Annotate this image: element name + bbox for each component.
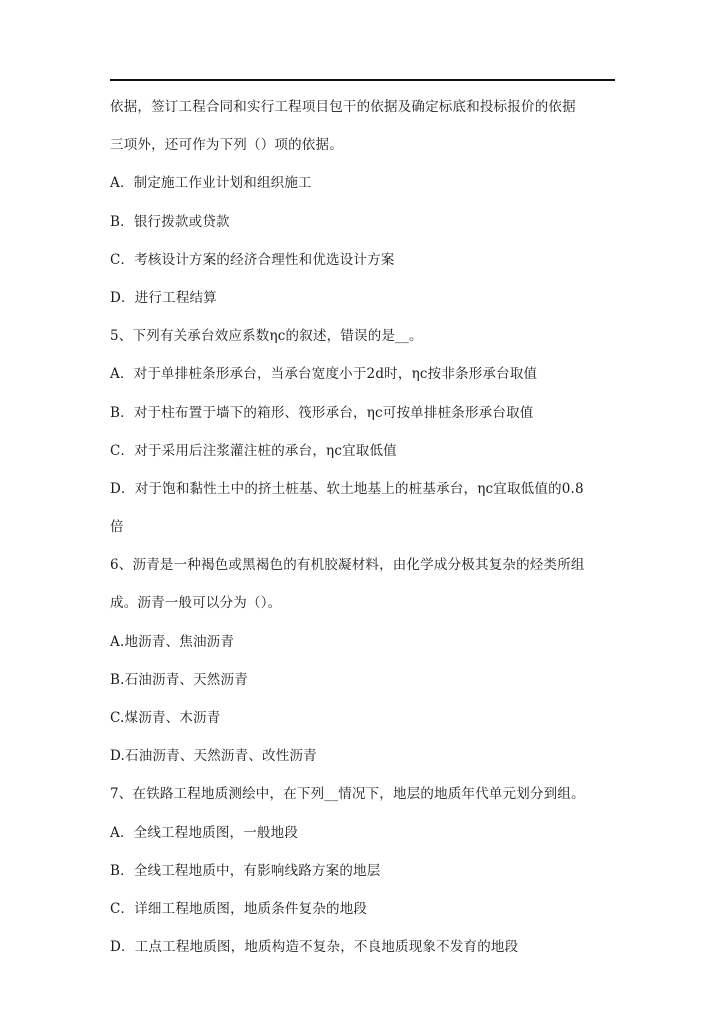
option-c: C．详细工程地质图，地质条件复杂的地段 bbox=[110, 900, 368, 917]
question-7: 7、在铁路工程地质测绘中，在下列__情况下，地层的地质年代单元划分到组。 bbox=[110, 786, 585, 803]
option-a: A．对于单排桩条形承台，当承台宽度小于2d时，ηc按非条形承台取值 bbox=[110, 366, 538, 383]
text-line: 三项外，还可作为下列（）项的依据。 bbox=[110, 137, 343, 154]
option-a: A.地沥青、焦油沥青 bbox=[110, 633, 235, 650]
option-d: D．对于饱和黏性土中的挤土桩基、软土地基上的桩基承台，ηc宜取低值的0.8 bbox=[110, 480, 584, 497]
option-d: D．工点工程地质图，地质构造不复杂，不良地质现象不发育的地段 bbox=[110, 939, 519, 956]
document-body bbox=[110, 92, 620, 970]
text-line: 成。沥青一般可以分为（）。 bbox=[110, 595, 282, 612]
option-d: D．进行工程结算 bbox=[110, 289, 217, 306]
option-b: B．对于柱布置于墙下的箱形、筏形承台，ηc可按单排桩条形承台取值 bbox=[110, 404, 534, 421]
option-b: B．银行拨款或贷款 bbox=[110, 213, 230, 230]
option-c: C．对于采用后注浆灌注桩的承台，ηc宜取低值 bbox=[110, 442, 397, 459]
option-b: B．全线工程地质中，有影响线路方案的地层 bbox=[110, 862, 381, 879]
question-5: 5、下列有关承台效应系数ηc的叙述，错误的是__。 bbox=[110, 328, 423, 345]
option-b: B.石油沥青、天然沥青 bbox=[110, 671, 248, 688]
option-a: A．制定施工作业计划和组织施工 bbox=[110, 175, 312, 192]
text-line: 依据，签订工程合同和实行工程项目包干的依据及确定标底和投标报价的依据 bbox=[110, 99, 576, 115]
header-rule bbox=[110, 79, 615, 81]
question-6: 6、沥青是一种褐色或黑褐色的有机胶凝材料，由化学成分极其复杂的烃类所组 bbox=[110, 557, 585, 574]
option-d: D.石油沥青、天然沥青、改性沥青 bbox=[110, 748, 317, 765]
option-c: C.煤沥青、木沥青 bbox=[110, 710, 221, 726]
text-line: 倍 bbox=[110, 519, 124, 536]
option-a: A．全线工程地质图，一般地段 bbox=[110, 824, 299, 841]
option-c: C．考核设计方案的经济合理性和优选设计方案 bbox=[110, 251, 395, 268]
